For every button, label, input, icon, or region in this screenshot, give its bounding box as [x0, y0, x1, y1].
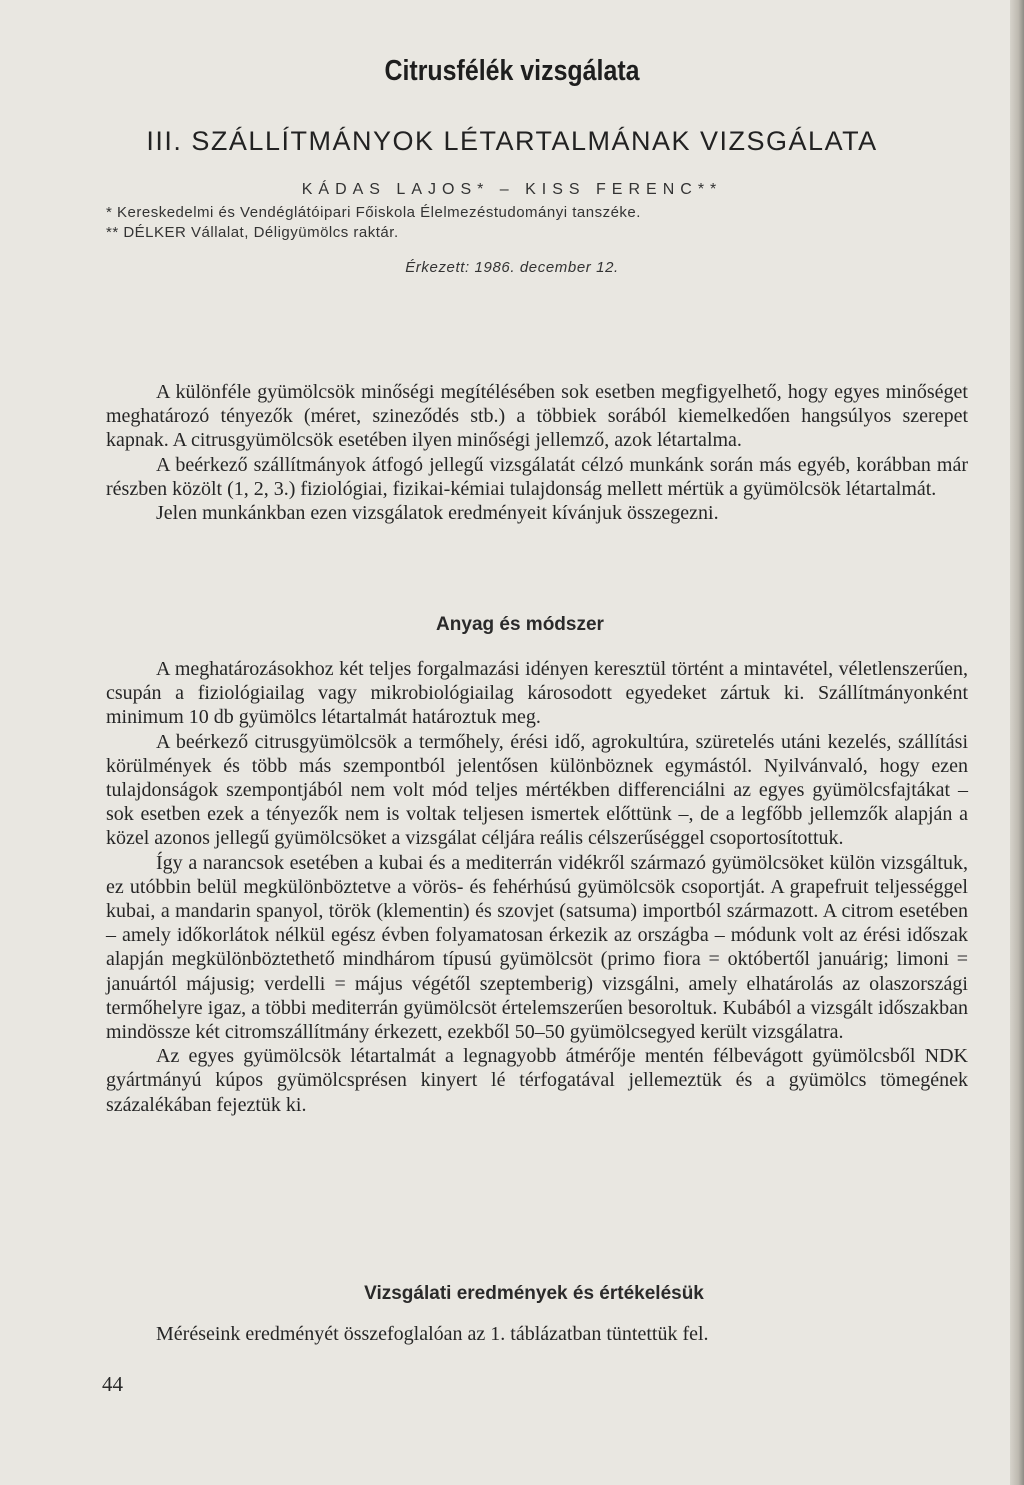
- methods-paragraph-3: Így a narancsok esetében a kubai és a mediterrán vidékről származó gyümölcsöket külön vizsgáltuk, ez utóbbin belül megkülönböztetve a vörös- és fehérhúsú gyümölcsök csoportját. A grapefruit teljességgel kubai, a mandarin spanyol, török (klementin) és szovjet (satsuma) importból származott. A citrom esetében – amely időkorlátok nélkül egész évben folyamatosan érkezik az országba – módunk volt az érési időszak alapján megkülönböztethető mindhárom típusú gyümölcsöt (primo fiora = októbertől januárig; limoni = januártól májusig; verdelli = május végétől szeptemberig) vizsgálni, amely elhatárolás az olaszországi termőhelyre igaz, a többi mediterrán gyümölcsöt értelemszerűen besoroltuk. Kubából a vizsgált időszakban mindössze két citromszállítmány érkezett, ezekből 50–50 gyümölcsegyed került vizsgálatra.: [106, 851, 968, 1044]
- intro-paragraph-3: Jelen munkánkban ezen vizsgálatok eredményeit kívánjuk összegezni.: [156, 502, 719, 525]
- affiliation-2: ** DÉLKER Vállalat, Déligyümölcs raktár.: [106, 224, 399, 241]
- methods-paragraph-4: Az egyes gyümölcsök létartalmát a legnagyobb átmérője mentén félbevágott gyümölcsből NDK gyártmányú kúpos gyümölcsprésen kinyert lé térfogatával jellemeztük és a gyümölcs tömegének százalékában fejeztük ki.: [106, 1045, 968, 1116]
- received-date: Érkezett: 1986. december 12.: [405, 259, 619, 276]
- affiliation-1: * Kereskedelmi és Vendéglátóipari Főiskola Élelmezéstudományi tanszéke.: [106, 204, 641, 221]
- results-section: [106, 1322, 968, 1346]
- methods-paragraph-1: A meghatározásokhoz két teljes forgalmazási idényen keresztül történt a mintavétel, véletlenszerűen, csupán a fiziológiailag vagy mikrobiológiailag károsodott egyedeket zártuk ki. Szállítmányonként minimum 10 db gyümölcs létartalmát határoztuk meg.: [106, 658, 968, 729]
- page-number: 44: [102, 1372, 123, 1396]
- methods-paragraph-2: A beérkező citrusgyümölcsök a termőhely, érési idő, agrokultúra, szüretelés utáni kezelés, szállítási körülmények és több más szempontból jelentősen különböznek egymástól. Nyilvánvaló, hogy ezen tulajdonságok szempontjából nem volt mód teljes mértékben differenciálni az egyes gyümölcsfajtákat – sok esetben ezek a tényezők nem is voltak teljesen ismertek előttünk –, de a legfőbb jellemzők alapján a közel azonos jellegű gyümölcsöket a vizsgálat céljára reális célszerűséggel csoportosítottuk.: [106, 730, 968, 850]
- methods-section: [106, 657, 968, 1117]
- methods-heading: Anyag és módszer: [436, 614, 604, 635]
- results-paragraph-1: Méréseink eredményét összefoglalóan az 1. táblázatban tüntettük fel.: [156, 1323, 709, 1345]
- article-title: III. SZÁLLÍTMÁNYOK LÉTARTALMÁNAK VIZSGÁLATA: [146, 126, 878, 156]
- authors: KÁDAS LAJOS* – KISS FERENC**: [301, 181, 723, 198]
- intro-section: [106, 380, 968, 525]
- intro-paragraph-1: A különféle gyümölcsök minőségi megítélésében sok esetben megfigyelhető, hogy egyes minőséget meghatározó tényezők (méret, szineződés stb.) a többiek sorából kiemelkedően hangsúlyos szerepet kapnak. A citrusgyümölcsök esetében ilyen minőségi jellemző, azok létartalma.: [106, 381, 968, 452]
- results-heading: Vizsgálati eredmények és értékelésük: [364, 1283, 704, 1304]
- intro-paragraph-2: A beérkező szállítmányok átfogó jellegű vizsgálatát célzó munkánk során más egyéb, korábban már részben közölt (1, 2, 3.) fiziológiai, fizikai-kémiai tulajdonság mellett mértük a gyümölcsök létartalmát.: [106, 453, 968, 500]
- running-head: Citrusfélék vizsgálata: [384, 55, 640, 87]
- page-edge: [1010, 0, 1024, 1485]
